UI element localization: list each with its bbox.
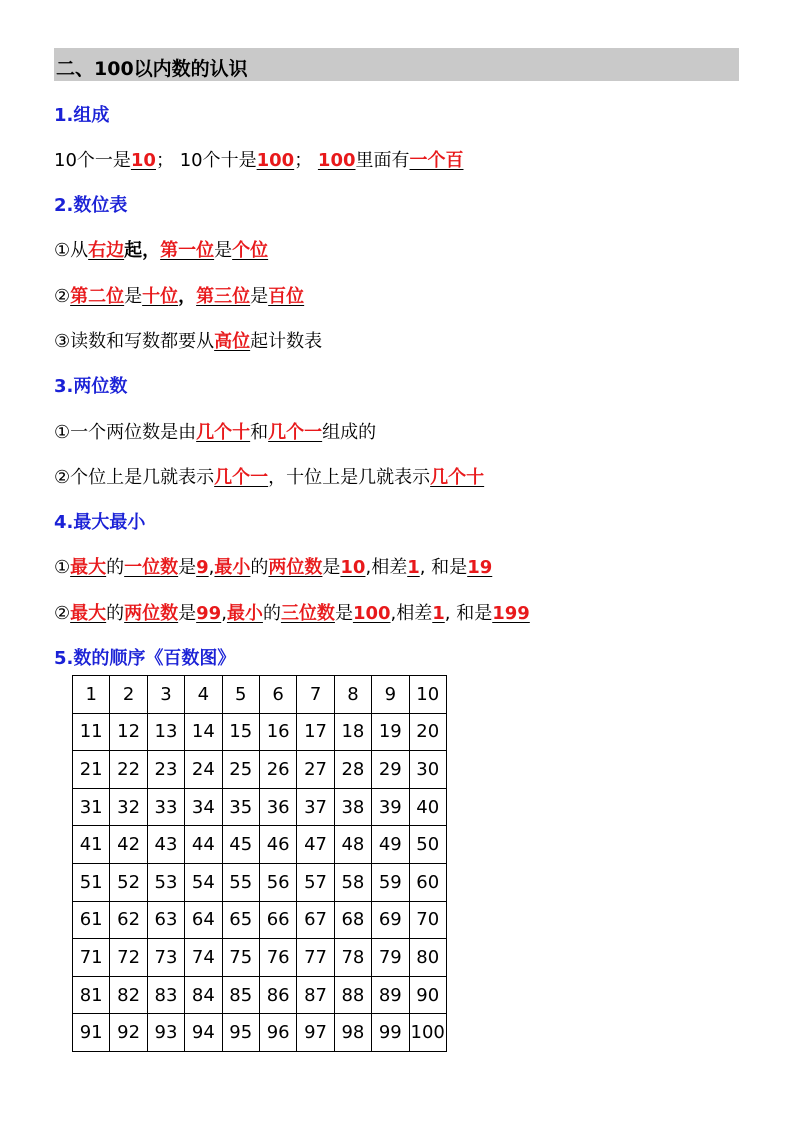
table-cell: 51: [73, 863, 110, 901]
table-cell: 67: [297, 901, 334, 939]
text-line: [54, 236, 268, 262]
line-text: 是: [334, 603, 353, 624]
table-cell: 69: [372, 901, 409, 939]
table-cell: 17: [297, 713, 334, 751]
table-cell: 65: [222, 901, 259, 939]
highlight-answer: 百位: [268, 286, 305, 307]
line-text: 的: [106, 557, 125, 578]
table-cell: 55: [222, 863, 259, 901]
table-cell: 91: [73, 1014, 110, 1052]
section-heading-max-min: 4.最大最小: [54, 512, 146, 533]
table-row: [73, 826, 447, 864]
table-cell: 86: [259, 976, 296, 1014]
highlight-answer: 个位: [232, 240, 269, 261]
table-cell: 88: [334, 976, 371, 1014]
table-cell: 54: [185, 863, 222, 901]
line-text: 的: [106, 603, 125, 624]
text-line: [54, 599, 530, 625]
table-cell: 27: [297, 751, 334, 789]
table-cell: 82: [110, 976, 147, 1014]
table-cell: 52: [110, 863, 147, 901]
table-cell: 8: [334, 676, 371, 714]
line-text: 组成的: [322, 422, 377, 443]
highlight-answer: 十位: [142, 286, 179, 307]
table-cell: 31: [73, 788, 110, 826]
table-cell: 92: [110, 1014, 147, 1052]
table-cell: 66: [259, 901, 296, 939]
table-cell: 9: [372, 676, 409, 714]
table-cell: 32: [110, 788, 147, 826]
table-cell: 56: [259, 863, 296, 901]
table-cell: 34: [185, 788, 222, 826]
table-row: [73, 901, 447, 939]
highlight-answer: 两位数: [124, 603, 179, 624]
highlight-answer: 1: [432, 603, 445, 624]
line-text: 是: [250, 286, 269, 307]
text-line: [54, 418, 376, 444]
highlight-answer: 100: [352, 603, 391, 624]
line-text: ,: [221, 603, 227, 624]
table-cell: 70: [409, 901, 446, 939]
table-cell: 35: [222, 788, 259, 826]
table-cell: 39: [372, 788, 409, 826]
highlight-answer: 几个十: [196, 422, 251, 443]
highlight-answer: 高位: [214, 331, 251, 352]
highlight-answer: 最大: [70, 603, 107, 624]
table-cell: 97: [297, 1014, 334, 1052]
line-text: 起，: [124, 240, 161, 261]
table-cell: 63: [147, 901, 184, 939]
table-cell: 49: [372, 826, 409, 864]
table-cell: 10: [409, 676, 446, 714]
line-text: ,相差: [390, 603, 433, 624]
line-text: ；: [294, 150, 318, 171]
line-text: 是: [214, 240, 233, 261]
highlight-answer: 1: [407, 557, 420, 578]
line-text: 起计数表: [250, 331, 323, 352]
highlight-answer: 100: [317, 150, 356, 171]
table-cell: 33: [147, 788, 184, 826]
highlight-answer: 两位数: [268, 557, 323, 578]
table-cell: 45: [222, 826, 259, 864]
highlight-answer: 几个一: [214, 467, 269, 488]
highlight-answer: 最小: [226, 603, 263, 624]
table-cell: 96: [259, 1014, 296, 1052]
highlight-answer: 三位数: [280, 603, 335, 624]
highlight-answer: 第二位: [70, 286, 125, 307]
line-text: 是: [178, 603, 197, 624]
highlight-answer: 一位数: [124, 557, 179, 578]
table-cell: 20: [409, 713, 446, 751]
table-cell: 1: [73, 676, 110, 714]
line-text: ②个位上是几就表示: [54, 467, 215, 488]
table-row: [73, 863, 447, 901]
highlight-answer: 9: [196, 557, 209, 578]
highlight-answer: 右边: [88, 240, 125, 261]
line-text: 是: [178, 557, 197, 578]
line-text: 的: [250, 557, 269, 578]
section-title-bar: [54, 48, 739, 81]
hundred-chart-table: [72, 675, 447, 1052]
table-cell: 36: [259, 788, 296, 826]
line-text: ； 10个十是: [155, 150, 257, 171]
line-text: ，: [178, 286, 197, 307]
table-cell: 22: [110, 751, 147, 789]
table-cell: 42: [110, 826, 147, 864]
table-cell: 80: [409, 939, 446, 977]
table-row: [73, 751, 447, 789]
table-cell: 89: [372, 976, 409, 1014]
table-cell: 18: [334, 713, 371, 751]
table-cell: 73: [147, 939, 184, 977]
line-text: ,相差: [365, 557, 408, 578]
table-cell: 68: [334, 901, 371, 939]
text-line: [54, 146, 464, 172]
text-line: [54, 463, 484, 489]
line-text: ①: [54, 557, 71, 578]
section-heading-hundred-chart: 5.数的顺序《百数图》: [54, 648, 236, 669]
line-text: , 和是: [444, 603, 493, 624]
table-cell: 79: [372, 939, 409, 977]
table-cell: 38: [334, 788, 371, 826]
table-cell: 99: [372, 1014, 409, 1052]
table-cell: 78: [334, 939, 371, 977]
table-cell: 6: [259, 676, 296, 714]
table-cell: 85: [222, 976, 259, 1014]
table-cell: 83: [147, 976, 184, 1014]
table-cell: 23: [147, 751, 184, 789]
table-cell: 58: [334, 863, 371, 901]
line-text: 是: [124, 286, 143, 307]
table-cell: 94: [185, 1014, 222, 1052]
text-line: [54, 282, 304, 308]
table-cell: 13: [147, 713, 184, 751]
highlight-answer: 99: [196, 603, 222, 624]
table-cell: 84: [185, 976, 222, 1014]
table-cell: 74: [185, 939, 222, 977]
table-cell: 25: [222, 751, 259, 789]
highlight-answer: 10: [130, 150, 156, 171]
text-line: [54, 327, 322, 353]
highlight-answer: 最大: [70, 557, 107, 578]
highlight-answer: 199: [492, 603, 530, 624]
table-cell: 60: [409, 863, 446, 901]
table-cell: 44: [185, 826, 222, 864]
page-title: 二、100以内数的认识: [56, 58, 248, 80]
text-line: [54, 553, 492, 579]
line-text: 的: [262, 603, 281, 624]
table-cell: 29: [372, 751, 409, 789]
table-cell: 50: [409, 826, 446, 864]
section-heading-two-digit: 3.两位数: [54, 376, 128, 397]
table-cell: 19: [372, 713, 409, 751]
table-cell: 98: [334, 1014, 371, 1052]
line-text: 和: [250, 422, 269, 443]
table-cell: 21: [73, 751, 110, 789]
section-heading-composition: 1.组成: [54, 105, 110, 126]
line-text: 10个一是: [54, 150, 131, 171]
table-cell: 37: [297, 788, 334, 826]
table-cell: 16: [259, 713, 296, 751]
table-cell: 64: [185, 901, 222, 939]
table-cell: 59: [372, 863, 409, 901]
table-cell: 4: [185, 676, 222, 714]
line-text: 里面有: [355, 150, 410, 171]
line-text: ③读数和写数都要从: [54, 331, 215, 352]
line-text: 是: [322, 557, 341, 578]
table-cell: 11: [73, 713, 110, 751]
table-row: [73, 939, 447, 977]
table-cell: 93: [147, 1014, 184, 1052]
table-cell: 53: [147, 863, 184, 901]
table-cell: 77: [297, 939, 334, 977]
table-cell: 81: [73, 976, 110, 1014]
table-row: [73, 676, 447, 714]
table-cell: 46: [259, 826, 296, 864]
table-cell: 28: [334, 751, 371, 789]
highlight-answer: 19: [467, 557, 493, 578]
table-cell: 30: [409, 751, 446, 789]
table-cell: 90: [409, 976, 446, 1014]
table-cell: 61: [73, 901, 110, 939]
table-cell: 48: [334, 826, 371, 864]
table-cell: 40: [409, 788, 446, 826]
table-cell: 47: [297, 826, 334, 864]
table-cell: 43: [147, 826, 184, 864]
highlight-answer: 一个百: [409, 150, 464, 171]
table-cell: 75: [222, 939, 259, 977]
table-row: [73, 713, 447, 751]
table-cell: 95: [222, 1014, 259, 1052]
table-cell: 62: [110, 901, 147, 939]
section-heading-place-value: 2.数位表: [54, 195, 128, 216]
highlight-answer: 10: [340, 557, 366, 578]
highlight-answer: 100: [256, 150, 295, 171]
table-cell: 72: [110, 939, 147, 977]
highlight-answer: 第三位: [196, 286, 251, 307]
table-cell: 100: [409, 1014, 446, 1052]
table-cell: 57: [297, 863, 334, 901]
line-text: ②: [54, 286, 71, 307]
table-cell: 71: [73, 939, 110, 977]
line-text: , 和是: [419, 557, 468, 578]
table-cell: 7: [297, 676, 334, 714]
table-cell: 3: [147, 676, 184, 714]
table-cell: 26: [259, 751, 296, 789]
table-cell: 14: [185, 713, 222, 751]
line-text: ①从: [54, 240, 89, 261]
line-text: ,: [208, 557, 215, 578]
table-cell: 87: [297, 976, 334, 1014]
highlight-answer: 最小: [214, 557, 251, 578]
table-cell: 76: [259, 939, 296, 977]
line-text: ①一个两位数是由: [54, 422, 197, 443]
table-cell: 24: [185, 751, 222, 789]
table-row: [73, 976, 447, 1014]
table-cell: 41: [73, 826, 110, 864]
table-row: [73, 788, 447, 826]
highlight-answer: 几个一: [268, 422, 323, 443]
highlight-answer: 第一位: [160, 240, 215, 261]
highlight-answer: 几个十: [430, 467, 485, 488]
table-cell: 5: [222, 676, 259, 714]
table-cell: 15: [222, 713, 259, 751]
table-cell: 12: [110, 713, 147, 751]
table-cell: 2: [110, 676, 147, 714]
line-text: ②: [54, 603, 71, 624]
table-row: [73, 1014, 447, 1052]
line-text: ，十位上是几就表示: [268, 467, 431, 488]
